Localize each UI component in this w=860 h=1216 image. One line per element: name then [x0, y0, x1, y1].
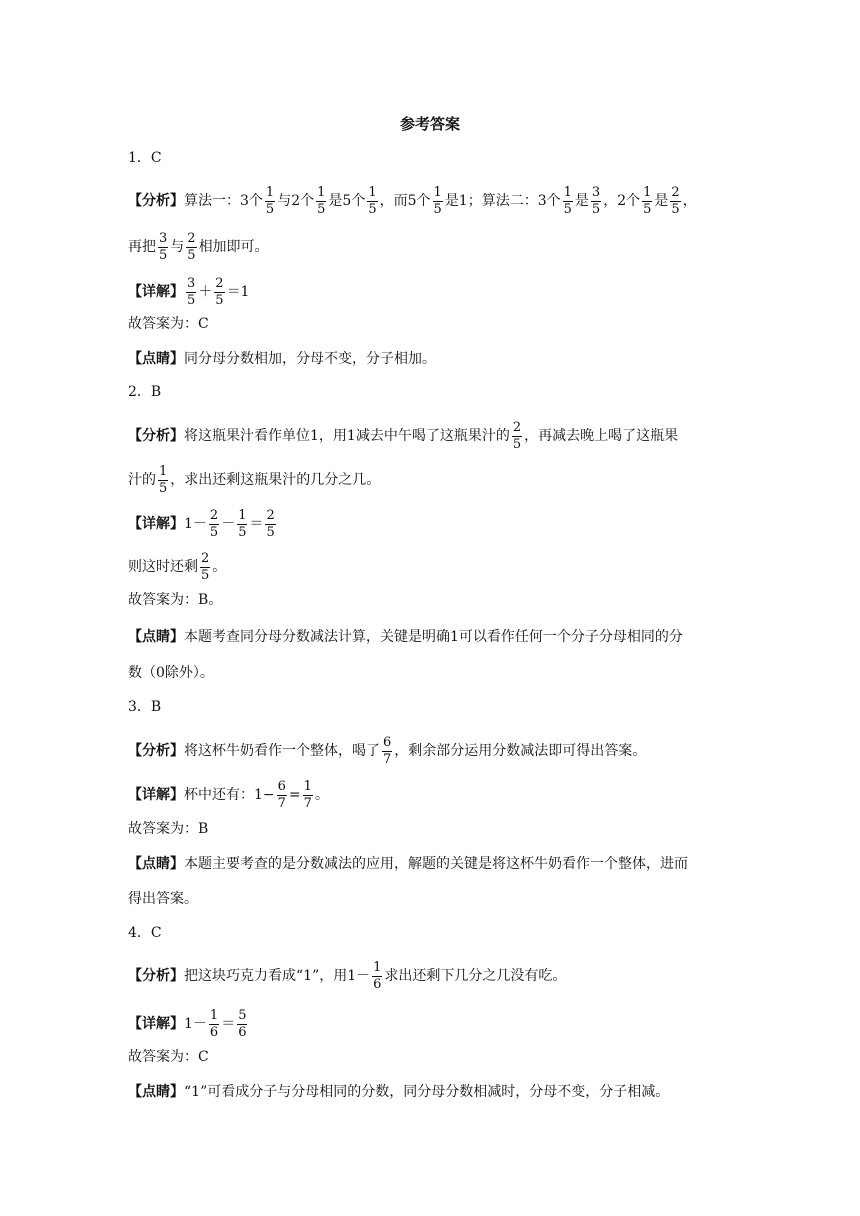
fraction: $\frac{2}{5}$: [512, 420, 522, 452]
fraction: $\frac{2}{5}$: [215, 276, 224, 308]
q2-answer: 故答案为：B。: [128, 592, 223, 608]
fraction: $\frac{1}{5}$: [643, 185, 652, 217]
q2-detail: 【详解】 1－ $\frac{2}{5}$ － $\frac{1}{5}$ ＝ $\frac{2}{5}$: [128, 508, 275, 540]
q3-answer: 故答案为：B: [128, 821, 209, 837]
fraction: $\frac{3}{5}$: [591, 185, 601, 217]
q3-comment-line2: 得出答案。: [128, 891, 198, 907]
fraction: $\frac{6}{7}$: [277, 779, 286, 811]
fraction: $\frac{1}{6}$: [209, 1008, 219, 1040]
fraction: $\frac{1}{5}$: [159, 464, 168, 496]
q4-answer: 故答案为：C: [128, 1049, 209, 1065]
fraction: $\frac{2}{5}$: [187, 231, 196, 263]
comment-bracket: 【点睛】: [128, 351, 184, 367]
q3-analysis: 【分析】 将这杯牛奶看作一个整体，喝了 $\frac{6}{7}$ ，剩余部分运用分数减法即可得出答案。: [128, 735, 647, 767]
q2-label: 2．B: [128, 384, 162, 400]
analysis-bracket: 【分析】: [128, 193, 184, 210]
fraction: $\frac{3}{5}$: [187, 276, 196, 308]
fraction: $\frac{2}{5}$: [266, 508, 275, 540]
fraction: $\frac{2}{5}$: [209, 508, 219, 540]
q1-comment: 【点睛】 同分母分数相加，分母不变，分子相加。: [128, 351, 436, 367]
q2-analysis-line2: 汁的 $\frac{1}{5}$ ，求出还剩这瓶果汁的几分之几。: [128, 464, 381, 496]
q1-answer: 故答案为：C: [128, 316, 209, 332]
q4-analysis: 【分析】 把这块巧克力看成“1”，用1－ $\frac{1}{6}$ 求出还剩下几分之几没有吃。: [128, 960, 567, 992]
fraction: $\frac{2}{5}$: [201, 551, 210, 583]
q2-analysis-line1: 【分析】 将这瓶果汁看作单位1，用1减去中午喝了这瓶果汁的 $\frac{2}{5}$ ，再减去晚上喝了这瓶果: [128, 420, 679, 452]
q2-extra: 则这时还剩 $\frac{2}{5}$ 。: [128, 551, 227, 583]
q1-detail: 【详解】 $\frac{3}{5}$ ＋ $\frac{2}{5}$ ＝1: [128, 276, 250, 308]
q3-comment: 【点睛】 本题主要考查的是分数减法的应用，解题的关键是将这杯牛奶看作一个整体，进而: [128, 856, 688, 872]
detail-bracket: 【详解】: [128, 284, 184, 301]
fraction: $\frac{1}{5}$: [265, 185, 275, 217]
fraction: $\frac{1}{6}$: [373, 960, 382, 992]
fraction: $\frac{2}{5}$: [671, 185, 680, 217]
q3-label: 3．B: [128, 699, 162, 715]
q4-comment: 【点睛】 “1”可看成分子与分母相同的分数，同分母分数相减时，分母不变，分子相减。: [128, 1084, 670, 1100]
page-title: 参考答案: [399, 115, 460, 133]
fraction: $\frac{1}{5}$: [317, 185, 326, 217]
q1-analysis-line2: 再把 $\frac{3}{5}$ 与 $\frac{2}{5}$ 相加即可。: [128, 231, 269, 263]
fraction: $\frac{1}{5}$: [368, 185, 377, 217]
q3-detail: 【详解】 杯中还有：1− $\frac{6}{7}$ = $\frac{1}{7}$ 。: [128, 779, 329, 811]
fraction: $\frac{1}{5}$: [433, 185, 442, 217]
fraction: $\frac{6}{7}$: [383, 735, 392, 767]
fraction: $\frac{1}{5}$: [238, 508, 247, 540]
q1-label: 1．C: [128, 150, 162, 166]
q2-comment-line2: 数（0除外）。: [128, 665, 214, 681]
fraction: $\frac{5}{6}$: [238, 1008, 247, 1040]
q4-label: 4．C: [128, 925, 162, 941]
q2-comment: 【点睛】 本题考查同分母分数减法计算，关键是明确1可以看作任何一个分子分母相同的分: [128, 629, 683, 645]
fraction: $\frac{3}{5}$: [159, 231, 168, 263]
fraction: $\frac{1}{5}$: [563, 185, 572, 217]
fraction: $\frac{1}{7}$: [303, 779, 312, 811]
q1-analysis-line1: 【分析】 算法一：3个 $\frac{1}{5}$ 与2个 $\frac{1}{5}$ 是5个 $\frac{1}{5}$ ，而5个 $\frac{1}{5}$ 是1；算法二：3个 $\frac{1}{5}$ 是 $\frac{3}{5}$ ，2个 $\frac{1}{5}$ 是 $\frac{2}{5}$ ，: [128, 185, 697, 217]
q4-detail: 【详解】 1－ $\frac{1}{6}$ ＝ $\frac{5}{6}$: [128, 1008, 247, 1040]
